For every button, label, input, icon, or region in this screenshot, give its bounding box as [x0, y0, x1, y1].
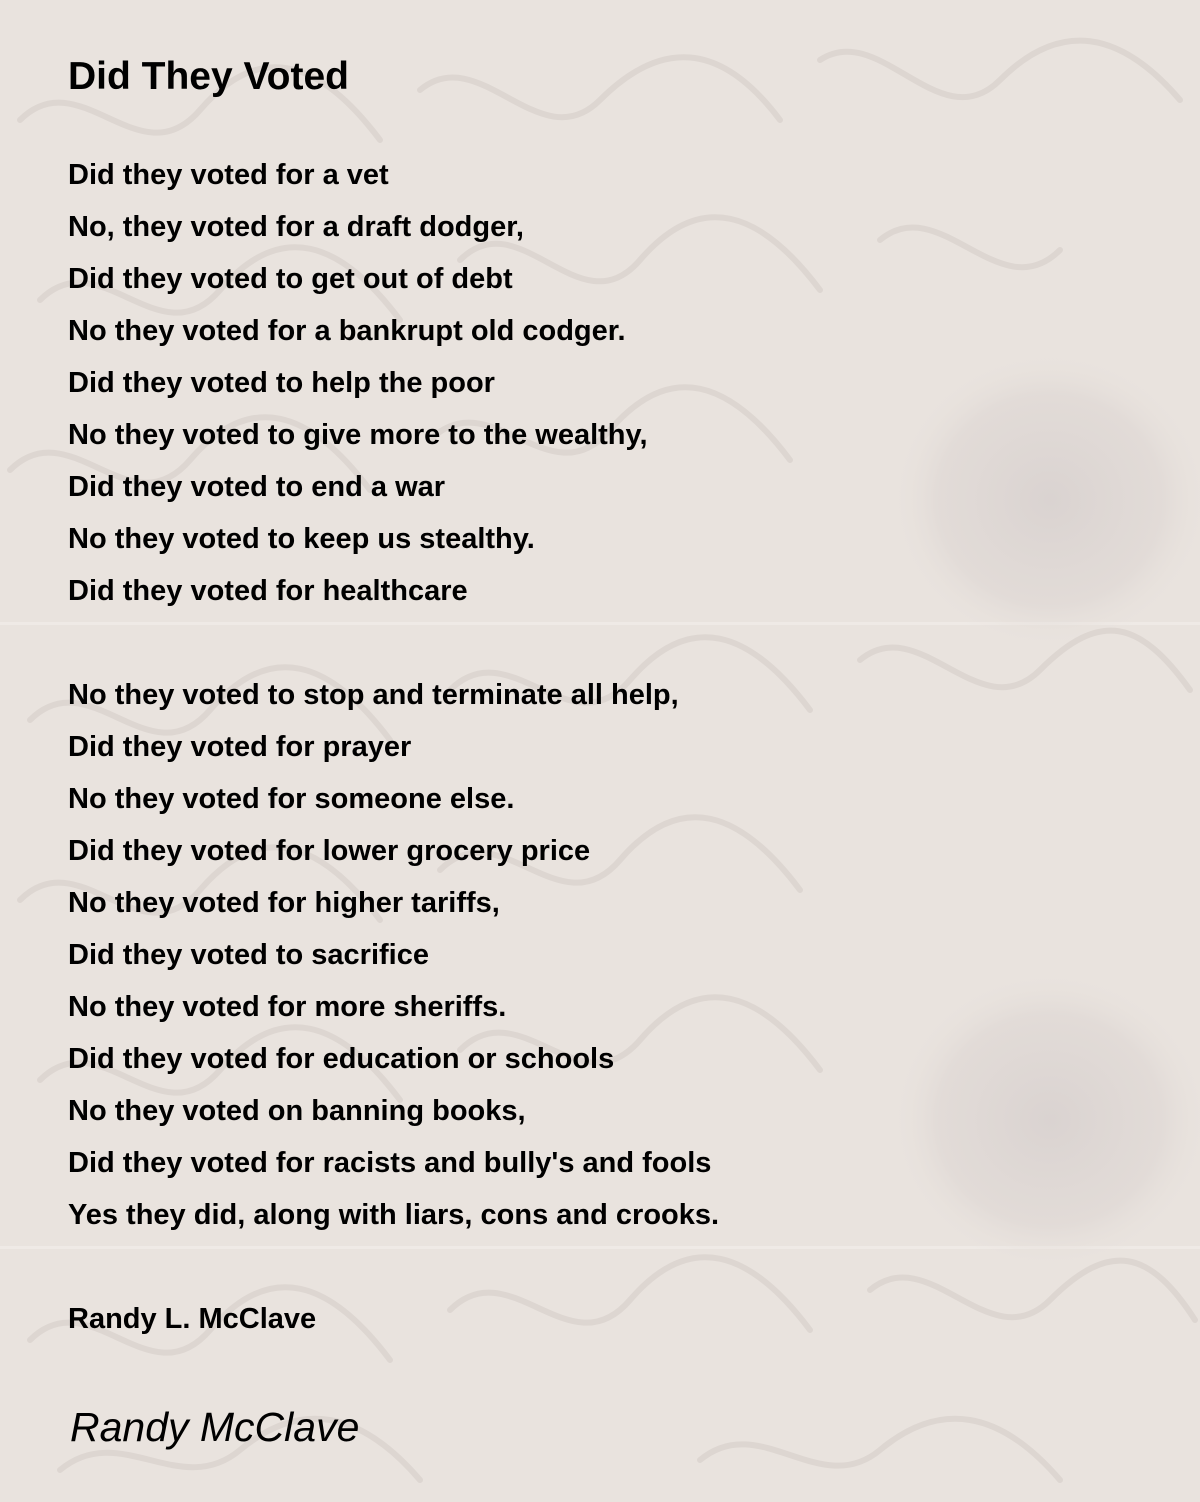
poem-line: No they voted for a bankrupt old codger.: [68, 315, 626, 347]
poem-line: Did they voted for prayer: [68, 731, 412, 763]
poem-line: Did they voted to end a war: [68, 471, 446, 503]
author-signature: Randy McClave: [70, 1404, 360, 1450]
poem-line: Did they voted for education or schools: [68, 1043, 615, 1075]
poem-line: Did they voted for racists and bully's and fools: [68, 1147, 712, 1179]
poem-line: No they voted for more sheriffs.: [68, 991, 507, 1023]
poem-line: Did they voted to help the poor: [68, 367, 495, 399]
stanza: [68, 154, 648, 622]
poem-author: Randy L. McClave: [68, 1303, 317, 1335]
poem-line: No they voted to give more to the wealthy,: [68, 419, 648, 451]
poem-line: Did they voted to get out of debt: [68, 263, 513, 295]
poem-line: Did they voted for lower grocery price: [68, 835, 591, 867]
poem-line: Did they voted for healthcare: [68, 575, 468, 607]
poem-line: Did they voted for a vet: [68, 159, 389, 191]
poem-line: No they voted to keep us stealthy.: [68, 523, 535, 555]
poem-line: No they voted on banning books,: [68, 1095, 526, 1127]
poem-line: No they voted for higher tariffs,: [68, 887, 500, 919]
poem-line: No they voted to stop and terminate all help,: [68, 679, 679, 711]
poem-line: No, they voted for a draft dodger,: [68, 211, 524, 243]
stanza: [68, 674, 719, 1246]
poem-title: Did They Voted: [68, 55, 349, 98]
poem-line: Did they voted to sacrifice: [68, 939, 429, 971]
poem-line: No they voted for someone else.: [68, 783, 515, 815]
poem-line: Yes they did, along with liars, cons and crooks.: [68, 1199, 720, 1231]
